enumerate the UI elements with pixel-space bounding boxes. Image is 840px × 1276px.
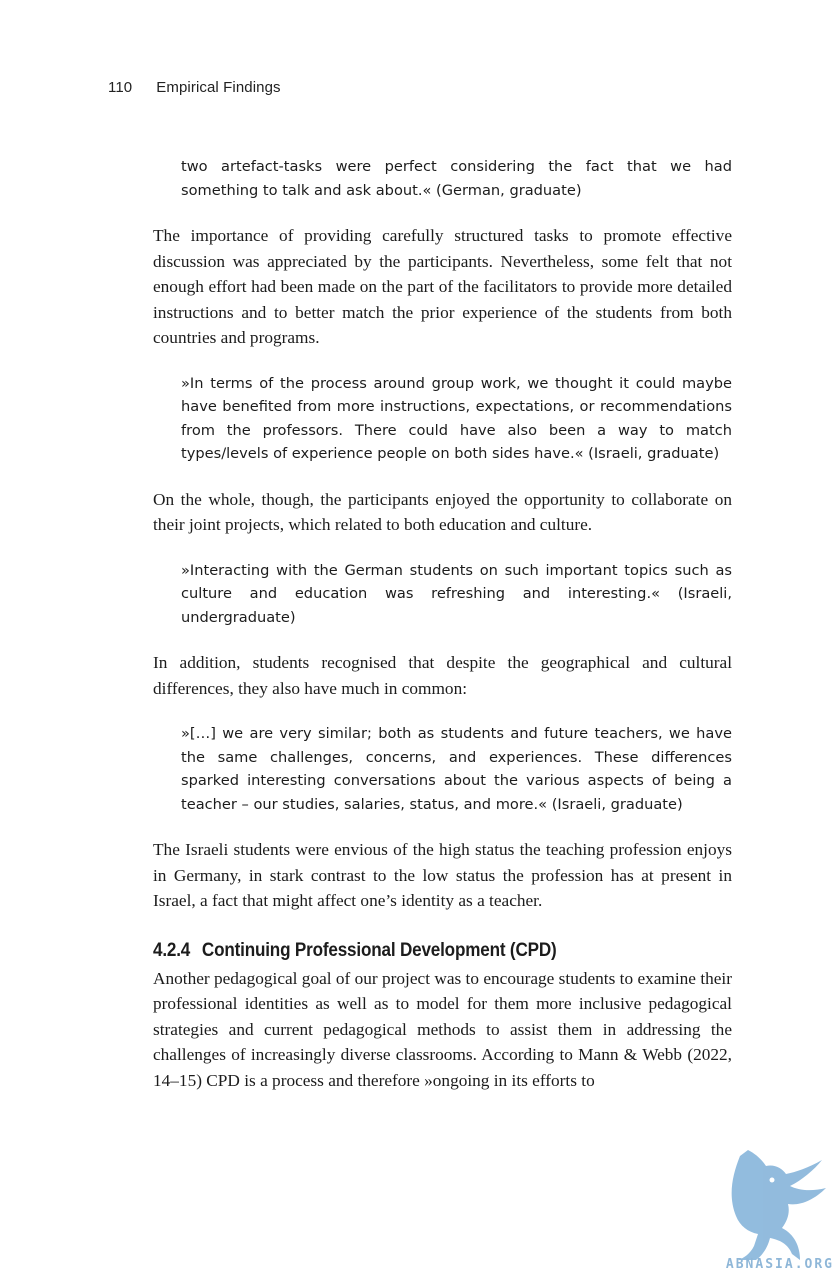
page-content bbox=[153, 155, 732, 1093]
body-paragraph: Another pedagogical goal of our project was to encourage students to examine their professional identities as well as to model for them more inclusive pedagogical strategies and current pedagogical methods to assist them in addressing the challenges of increasingly diverse classrooms. According to Mann & Webb (2022, 14–15) CPD is a process and therefore »ongoing in its efforts to bbox=[153, 968, 732, 1090]
section-heading bbox=[153, 940, 674, 962]
block-quote: »[…] we are very similar; both as students and future teachers, we have the same challenges, concerns, and experiences. These differences sparked interesting conversations about the various aspects of being a teacher – our studies, salaries, status, and more.« (Israeli, graduate) bbox=[181, 725, 732, 813]
block-quote: two artefact-tasks were perfect considering the fact that we had something to talk and ask about.« (German, graduate) bbox=[181, 158, 732, 199]
body-paragraph: The importance of providing carefully structured tasks to promote effective discussion was appreciated by the participants. Nevertheless, some felt that not enough effort had been made on the part of the facilitators to provide more detailed instructions and to better match the prior experience of the students from both countries and programs. bbox=[153, 226, 732, 347]
page-number: 110 bbox=[108, 79, 133, 96]
chapter-title: Empirical Findings bbox=[156, 79, 281, 96]
block-quote: »In terms of the process around group work, we thought it could maybe have benefited from more instructions, expectations, or recommendations from the professors. There could have also been a way to match types/levels of experience people on both sides have.« (Israeli, graduate) bbox=[181, 374, 732, 462]
section-number: 4.2.4 bbox=[153, 939, 191, 961]
section-title: Continuing Professional Development (CPD) bbox=[201, 939, 557, 961]
body-paragraph: On the whole, though, the participants enjoyed the opportunity to collaborate on their joint projects, which related to both education and culture. bbox=[153, 489, 732, 534]
block-quote: »Interacting with the German students on such important topics such as culture and education was refreshing and interesting.« (Israeli, undergraduate) bbox=[181, 561, 732, 626]
running-head bbox=[108, 79, 281, 96]
body-paragraph: The Israeli students were envious of the high status the teaching profession enjoys in Germany, in stark contrast to the low status the profession has at present in Israel, a fact that might affect one’s identity as a teacher. bbox=[153, 840, 732, 910]
watermark-text: ABNASIA.ORG bbox=[725, 1257, 834, 1272]
body-paragraph: In addition, students recognised that despite the geographical and cultural differences, they also have much in common: bbox=[153, 653, 732, 698]
